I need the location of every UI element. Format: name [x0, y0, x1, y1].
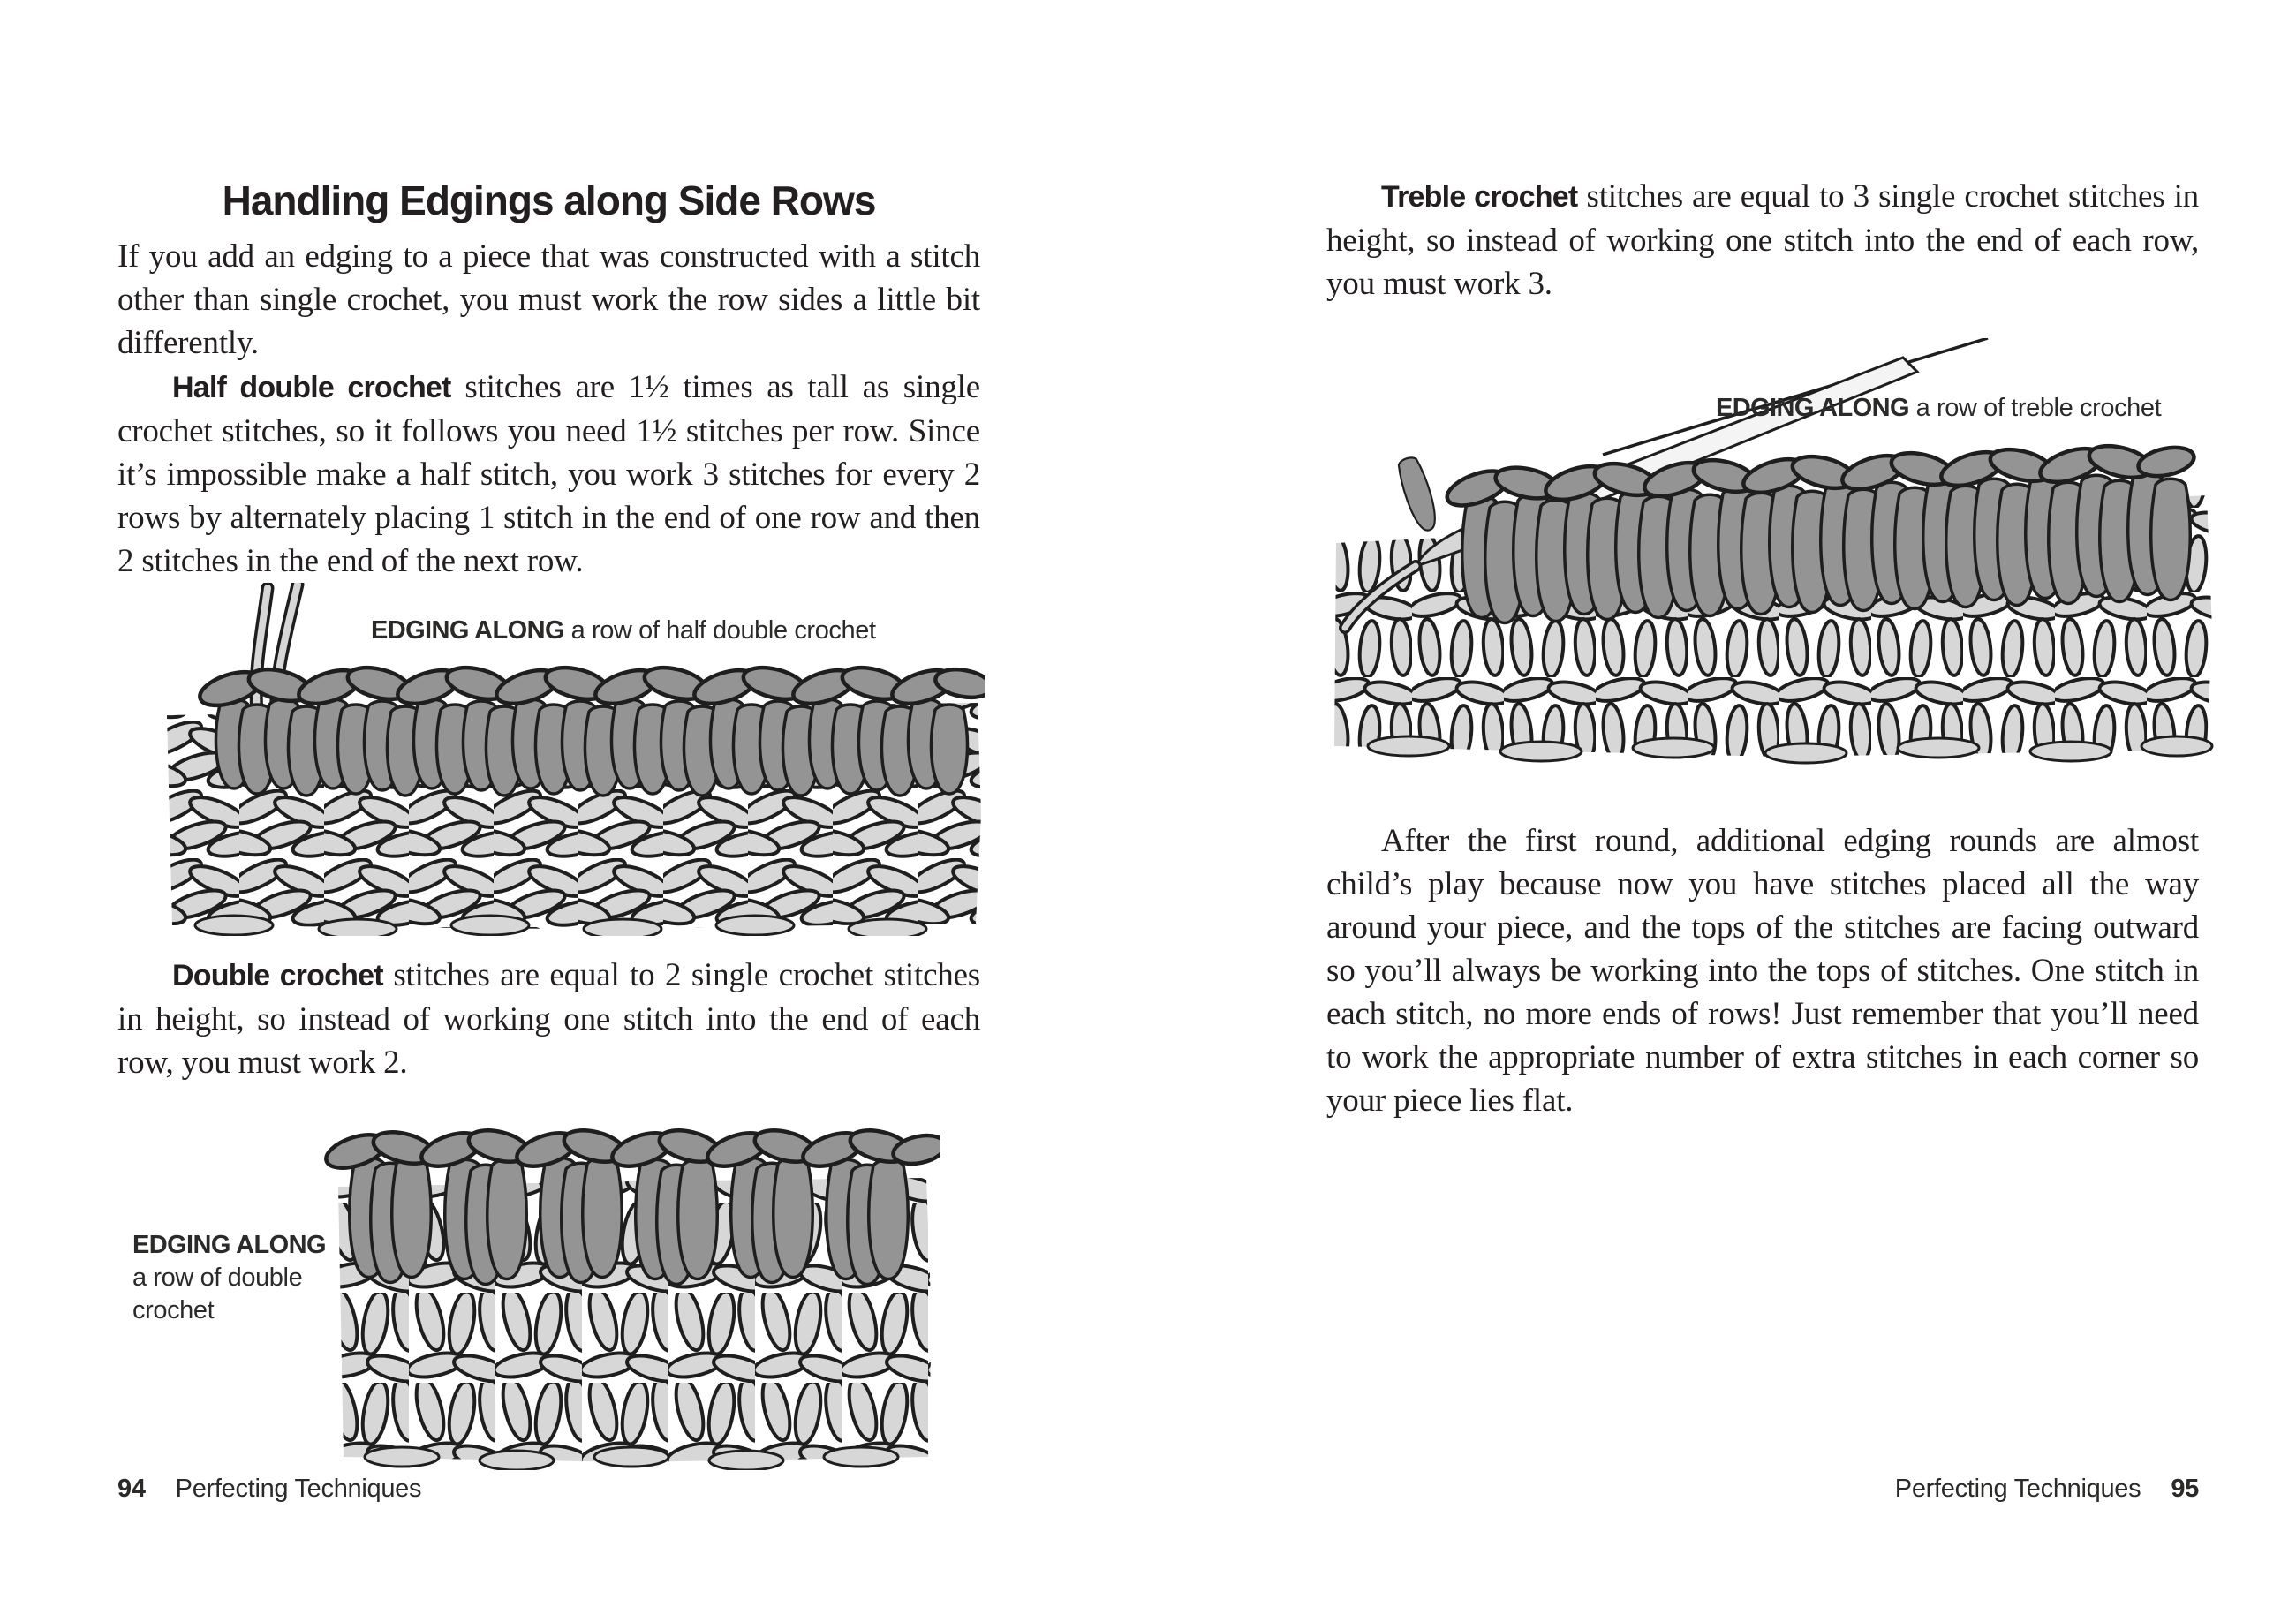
caption-treble-text: a row of treble crochet [1908, 394, 2162, 422]
caption-treble-label: EDGING ALONG [1716, 394, 1909, 422]
caption-double-line3: crochet [132, 1296, 215, 1324]
half-double-paragraph [117, 366, 980, 583]
footer-left-text: Perfecting Techniques [175, 1475, 422, 1503]
page-title: Handling Edgings along Side Rows [222, 177, 876, 223]
caption-half-double-label: EDGING ALONG [371, 616, 564, 645]
intro-paragraph: If you add an edging to a piece that was constructed with a stitch other than single crochet, you must work the row sides a little bit differently. [117, 238, 980, 361]
caption-double-line2: a row of double [132, 1264, 303, 1292]
caption-treble [1716, 394, 2161, 423]
edging-loops [215, 699, 967, 796]
half-double-rest: stitches are 1½ times as tall as single crochet stitches, so it follows you need 1½ stitches per row. Since it’s impossible make a half stitch, you work 3 stitches for every 2 rows by alternately placing 1 stitch in the end of one row and then 2 stitches in the end of the next row. [117, 369, 980, 579]
caption-double [132, 1229, 336, 1327]
illustration-double-crochet [322, 1113, 940, 1470]
after-first-round-paragraph: After the first round, additional edging rounds are almost child’s play because now you have stitches placed all the way around your piece, and the tops of the stitches are facing outward so you’ll always be working into the tops of stitches. One stitch in each stitch, no more ends of rows! Just remember that you’ll need to work the appropriate number of extra stitches in each corner so your piece lies flat. [1326, 823, 2199, 1119]
treble-lead: Treble crochet [1381, 180, 1578, 214]
footer-left [117, 1475, 421, 1504]
treble-paragraph [1326, 175, 2199, 306]
illustration-half-double-crochet [155, 583, 985, 936]
page-number-left: 94 [117, 1475, 146, 1503]
half-double-lead: Half double crochet [172, 371, 451, 404]
caption-double-label: EDGING ALONG [132, 1231, 326, 1259]
double-lead: Double crochet [172, 959, 383, 992]
footer-right-text: Perfecting Techniques [1894, 1475, 2141, 1503]
double-paragraph [117, 954, 980, 1084]
footer-right [1326, 1475, 2199, 1504]
treble-rest: stitches are equal to 3 single crochet stitches in height, so instead of working one stitch into the end of each row, you must work 3. [1326, 178, 2199, 302]
page-number-right: 95 [2171, 1475, 2199, 1503]
caption-half-double-text: a row of half double crochet [563, 616, 876, 645]
double-rest: stitches are equal to 2 single crochet stitches in height, so instead of working one stitch into the end of each row, you must work 2. [117, 957, 981, 1081]
